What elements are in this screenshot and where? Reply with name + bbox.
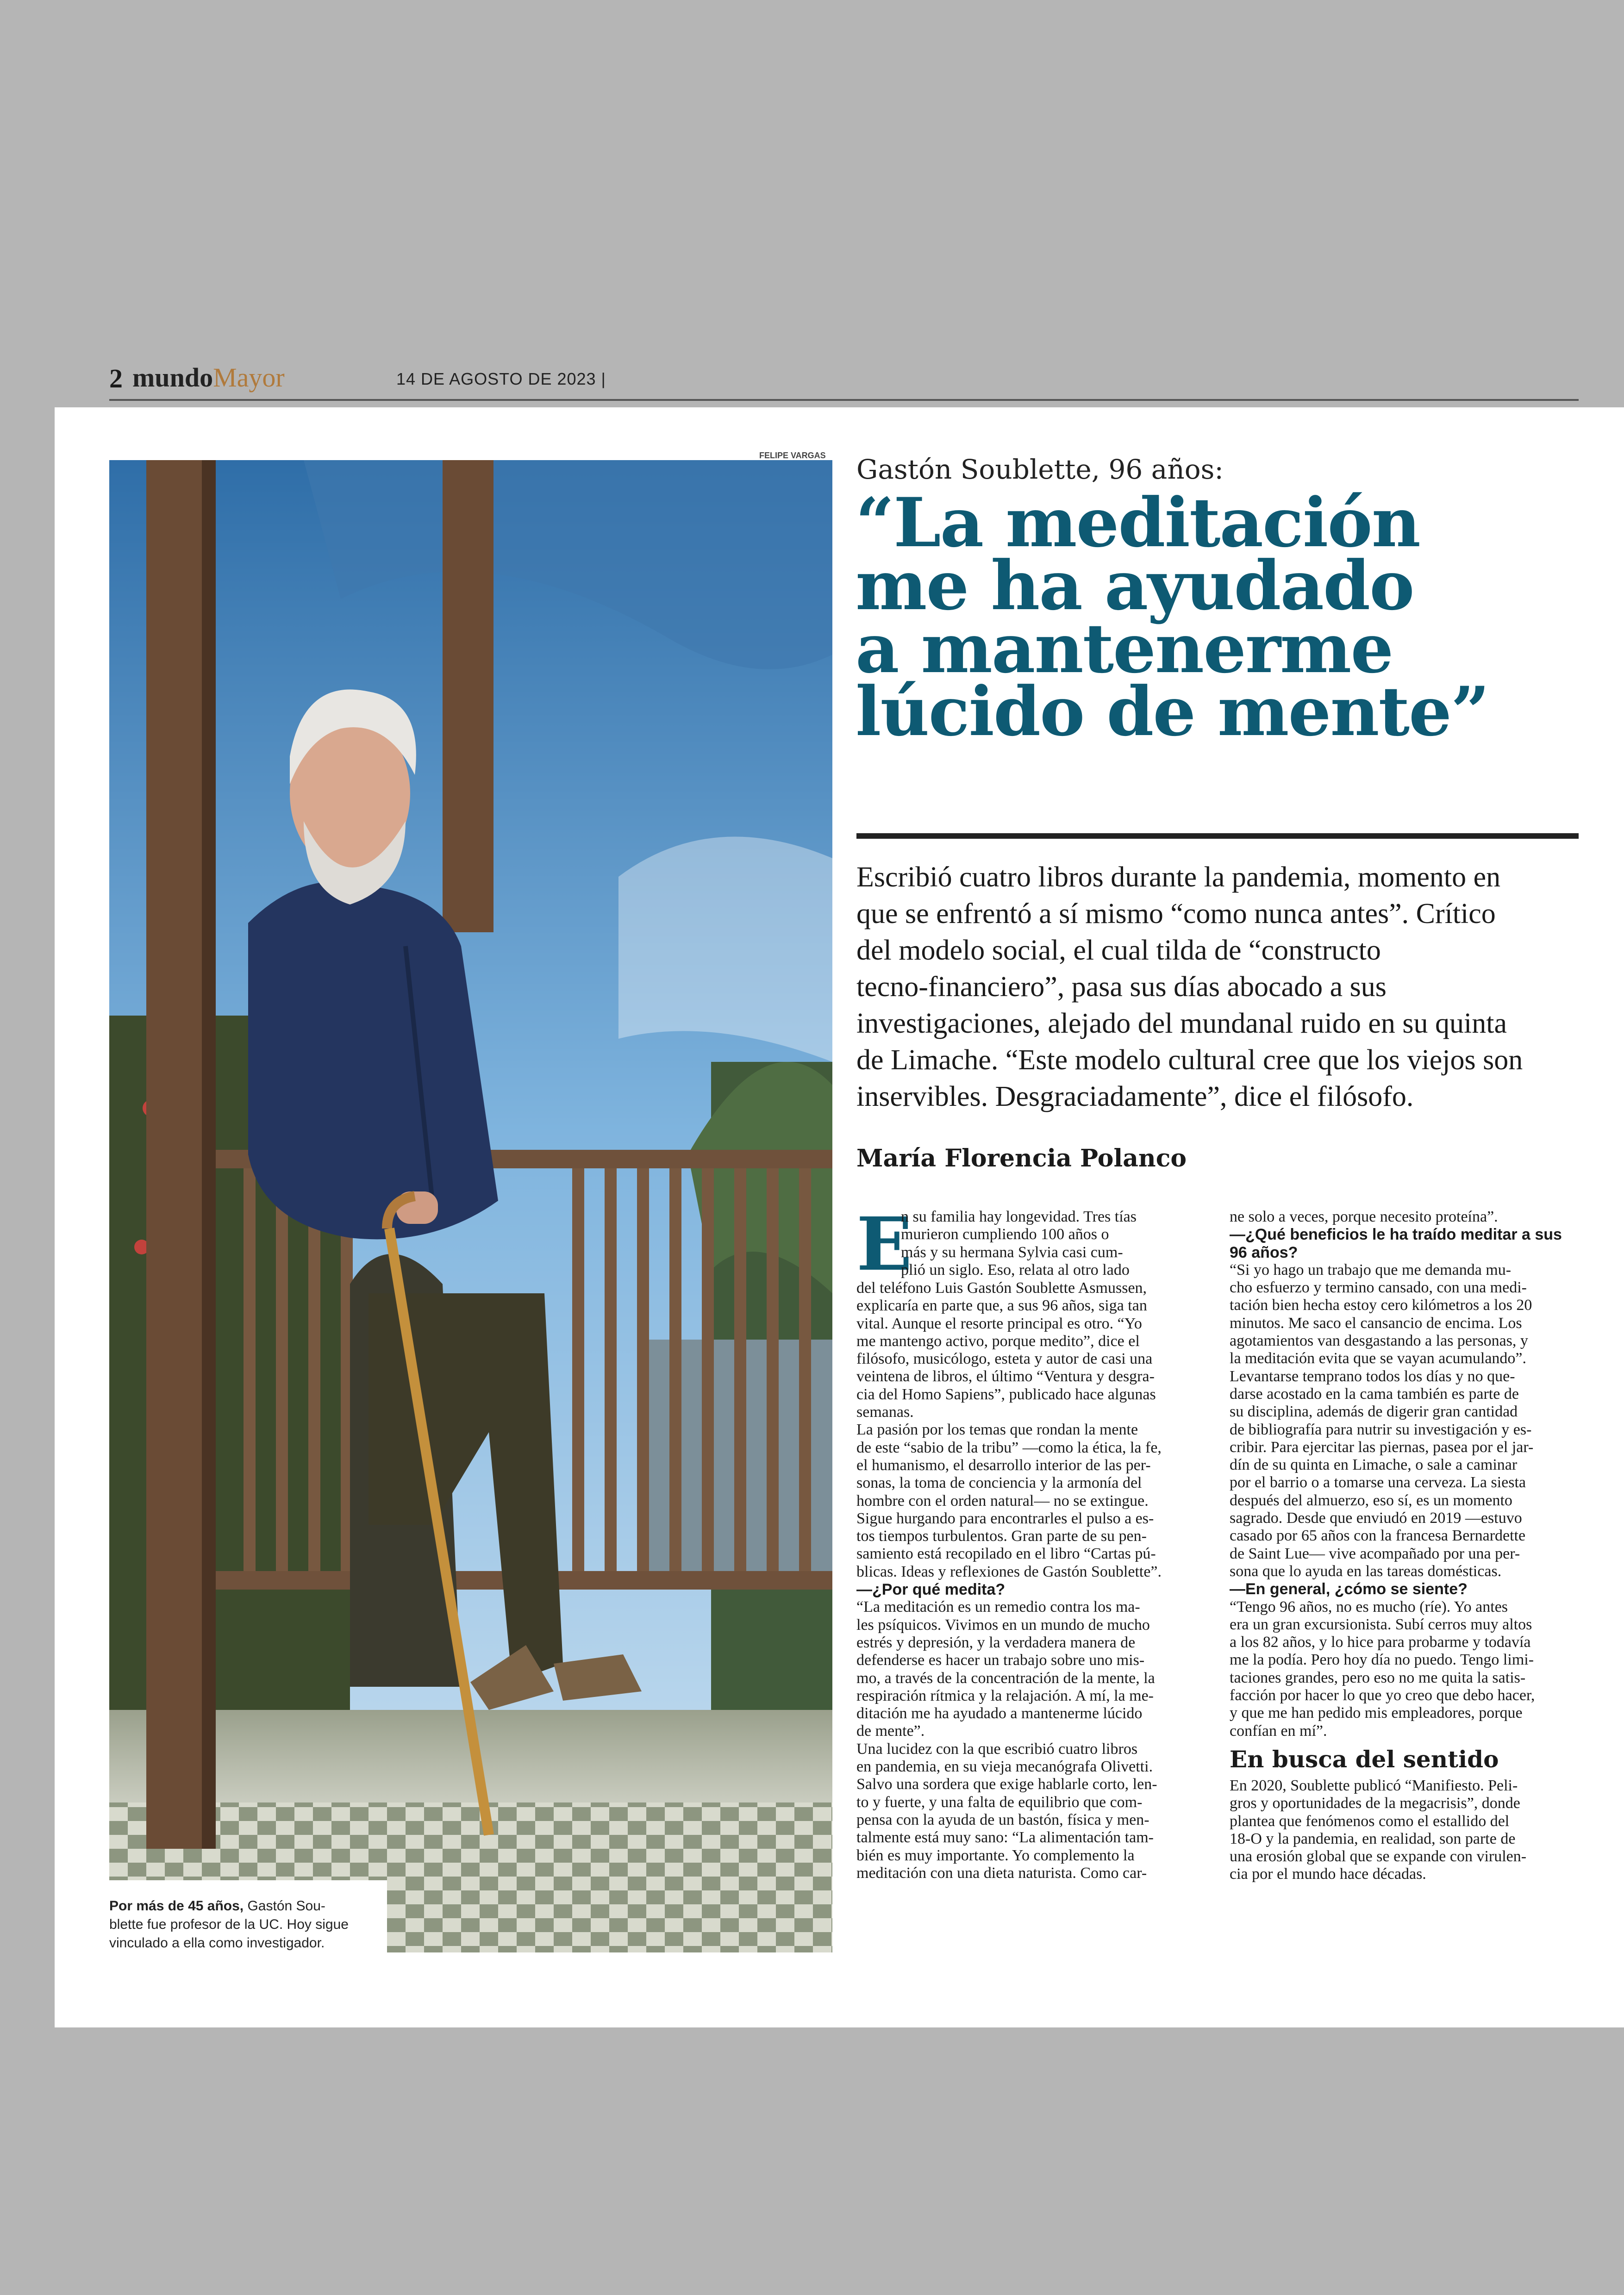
lead-line: del modelo social, el cual tilda de “constructo [856,935,1381,966]
interview-question: —¿Qué beneficios le ha traído meditar a sus [1230,1226,1562,1244]
drop-cap: E [856,1202,912,1287]
body-line: agotamientos van desgastando a las personas, y [1230,1332,1528,1350]
body-line: a los 82 años, y lo hice para probarme y todavía [1230,1634,1531,1651]
interview-question: 96 años? [1230,1243,1298,1261]
body-line: explicaría en parte que, a sus 96 años, siga tan [856,1297,1147,1315]
headline-line: “La meditación [856,483,1420,562]
body-line: “Si yo hago un trabajo que me demanda mu- [1230,1261,1512,1278]
brand-mayor: Mayor [213,362,285,393]
portrait-photo [109,460,832,1952]
body-line: tación bien hecha estoy cero kilómetros a los 20 [1230,1297,1532,1314]
body-line: por el barrio o a tomarse una cerveza. La siesta [1230,1474,1526,1491]
body-line: Levantarse temprano todos los días y no que- [1230,1367,1515,1385]
body-line: hombre con el orden natural— no se extingue. [856,1492,1149,1509]
article-kicker: Gastón Soublette, 96 años: [856,454,1224,485]
section-subhead: En busca del sentido [1230,1745,1499,1773]
body-line: veintena de libros, el último “Ventura y desgra- [856,1368,1155,1385]
headline-rule [856,833,1579,839]
lead-line: inservibles. Desgraciadamente”, dice el filósofo. [856,1081,1414,1112]
body-line: talmente está muy sano: “La alimentación tam- [856,1829,1154,1846]
body-line: en pandemia, en su vieja mecanógrafa Olivetti. [856,1758,1153,1776]
body-line: sona que lo ayuda en las tareas domésticas. [1230,1562,1502,1580]
body-line: una erosión global que se expande con virulen- [1230,1848,1527,1865]
body-line: me la podía. Pero hoy día no puedo. Tengo limi- [1230,1651,1534,1669]
body-line: de bibliografía para nutrir su investigación y es- [1230,1421,1532,1438]
lead-line: que se enfrentó a sí mismo “como nunca antes”. Crítico [856,898,1496,929]
body-line: después del almuerzo, eso sí, es un momento [1230,1491,1512,1509]
body-line: Una lucidez con la que escribió cuatro libros [856,1740,1138,1758]
caption-lead: Por más de 45 años, [109,1898,244,1914]
body-line: minutos. Me saco el cansancio de encima. Los [1230,1314,1522,1332]
body-line: sonas, la toma de conciencia y la armonía del [856,1474,1142,1492]
body-line: les psíquicos. Vivimos en un mundo de mucho [856,1616,1150,1634]
body-line: cia del Homo Sapiens”, publicado hace algunas [856,1385,1156,1403]
body-line: meditación con una dieta naturista. Como car- [856,1864,1147,1882]
body-line: semanas. [856,1403,914,1421]
body-column-1 [856,1202,1204,1882]
body-line: samiento está recopilado en el libro “Cartas pú- [856,1545,1156,1563]
body-line: dín de su quinta en Limache, o sale a caminar [1230,1456,1518,1474]
body-line: de este “sabio de la tribu” —como la ética, la fe, [856,1439,1162,1456]
article-headline [856,483,1578,751]
headline-line: me ha ayudado [856,546,1414,625]
body-line: más y su hermana Sylvia casi cum- [901,1243,1123,1261]
body-line: me mantengo activo, porque medito”, dice el [856,1332,1140,1350]
body-line: “La meditación es un remedio contra los ma- [856,1598,1140,1616]
body-line: de Saint Lue— vive acompañado por una per- [1230,1545,1520,1562]
body-line: cribir. Para ejercitar las piernas, pasea por el jar- [1230,1438,1534,1456]
brand-mundo: mundo [132,362,213,393]
body-line: era un gran excursionista. Subí cerros muy altos [1230,1615,1532,1633]
body-line: facción por hacer lo que yo creo que debo hacer, [1230,1687,1535,1704]
article-author: María Florencia Polanco [856,1144,1187,1172]
body-line: pensa con la ayuda de un bastón, física y men- [856,1811,1149,1828]
body-line: taciones grandes, pero eso no me quita la satis- [1230,1669,1526,1686]
body-line: cia por el mundo hace décadas. [1230,1865,1426,1883]
headline-line: lúcido de mente” [856,672,1489,751]
caption-line: blette fue profesor de la UC. Hoy sigue [109,1917,349,1932]
publication-brand [132,362,285,393]
body-line: su disciplina, además de digerir gran cantidad [1230,1403,1518,1421]
body-line: y que me han pedido mis empleadores, porque [1230,1704,1523,1722]
body-line: blicas. Ideas y reflexiones de Gastón Soublette”. [856,1563,1162,1580]
body-line: darse acostado en la cama también es parte de [1230,1385,1519,1403]
lead-line: tecno-financiero”, pasa sus días abocado a sus [856,971,1387,1003]
body-line: “Tengo 96 años, no es mucho (ríe). Yo antes [1230,1598,1508,1615]
body-line: ne solo a veces, porque necesito proteína”. [1230,1208,1498,1225]
body-line: 18-O y la pandemia, en realidad, son parte de [1230,1830,1516,1847]
photo-caption [109,1880,387,1959]
body-line: casado por 65 años con la francesa Bernardette [1230,1527,1526,1545]
body-line: filósofo, musicólogo, esteta y autor de casi una [856,1350,1153,1368]
interview-question: —En general, ¿cómo se siente? [1230,1580,1468,1598]
body-line: cho esfuerzo y termino cansado, con una medi- [1230,1279,1527,1297]
body-line: La pasión por los temas que rondan la mente [856,1421,1138,1439]
body-line: la meditación evita que se vayan acumulando”. [1230,1350,1527,1367]
body-line: Sigue hurgando para encontrarles el pulso a es- [856,1509,1154,1527]
body-line: ditación me ha ayudado a mantenerme lúcido [856,1705,1143,1722]
body-line: el humanismo, el desarrollo interior de las per- [856,1456,1151,1474]
body-line: del teléfono Luis Gastón Soublette Asmussen, [856,1279,1147,1297]
body-line: mo, a través de la concentración de la mente, la [856,1669,1155,1687]
body-line: bién es muy importante. Yo complemento la [856,1846,1135,1864]
issue-date: 14 DE AGOSTO DE 2023 | [396,369,606,388]
body-line: tos tiempos turbulentos. Gran parte de su pen- [856,1528,1147,1545]
caption-line: Gastón Sou- [244,1898,325,1914]
headline-line: a mantenerme [856,609,1393,688]
body-line: confían en mí”. [1230,1722,1327,1740]
article-lead [856,859,1579,1115]
caption-line: vinculado a ella como investigador. [109,1935,325,1951]
lead-line: investigaciones, alejado del mundanal ruido en su quinta [856,1008,1507,1039]
body-line: Salvo una sordera que exige hablarle corto, len- [856,1776,1157,1793]
body-line: de mente”. [856,1722,925,1740]
body-line: sagrado. Desde que enviudó en 2019 —estuvo [1230,1509,1522,1527]
body-column-2 [1230,1208,1581,1883]
page-header [109,359,1579,401]
body-line: vital. Aunque el resorte principal es otro. “Yo [856,1315,1142,1332]
photo-credit: FELIPE VARGAS [759,451,826,460]
body-line: gros y oportunidades de la megacrisis”, donde [1230,1795,1520,1812]
body-line: murieron cumpliendo 100 años o [901,1226,1109,1243]
body-line: defenderse es hacer un trabajo sobre uno mis- [856,1652,1145,1669]
interview-question: —¿Por qué medita? [856,1581,1006,1599]
body-line: estrés y depresión, y la verdadera manera de [856,1634,1136,1651]
lead-line: de Limache. “Este modelo cultural cree que los viejos son [856,1044,1523,1076]
page-number: 2 [109,363,123,393]
lead-line: Escribió cuatro libros durante la pandemia, momento en [856,861,1501,893]
body-line: n su familia hay longevidad. Tres tías [901,1208,1137,1225]
body-line: plantea que fenómenos como el estallido del [1230,1812,1510,1830]
body-line: En 2020, Soublette publicó “Manifiesto. Peli- [1230,1777,1518,1794]
body-line: to y fuerte, y una falta de equilibrio que com- [856,1793,1143,1811]
body-line: plió un siglo. Eso, relata al otro lado [901,1261,1130,1278]
body-line: respiración rítmica y la relajación. A mí, la me- [856,1687,1154,1704]
header-rule [109,399,1579,401]
